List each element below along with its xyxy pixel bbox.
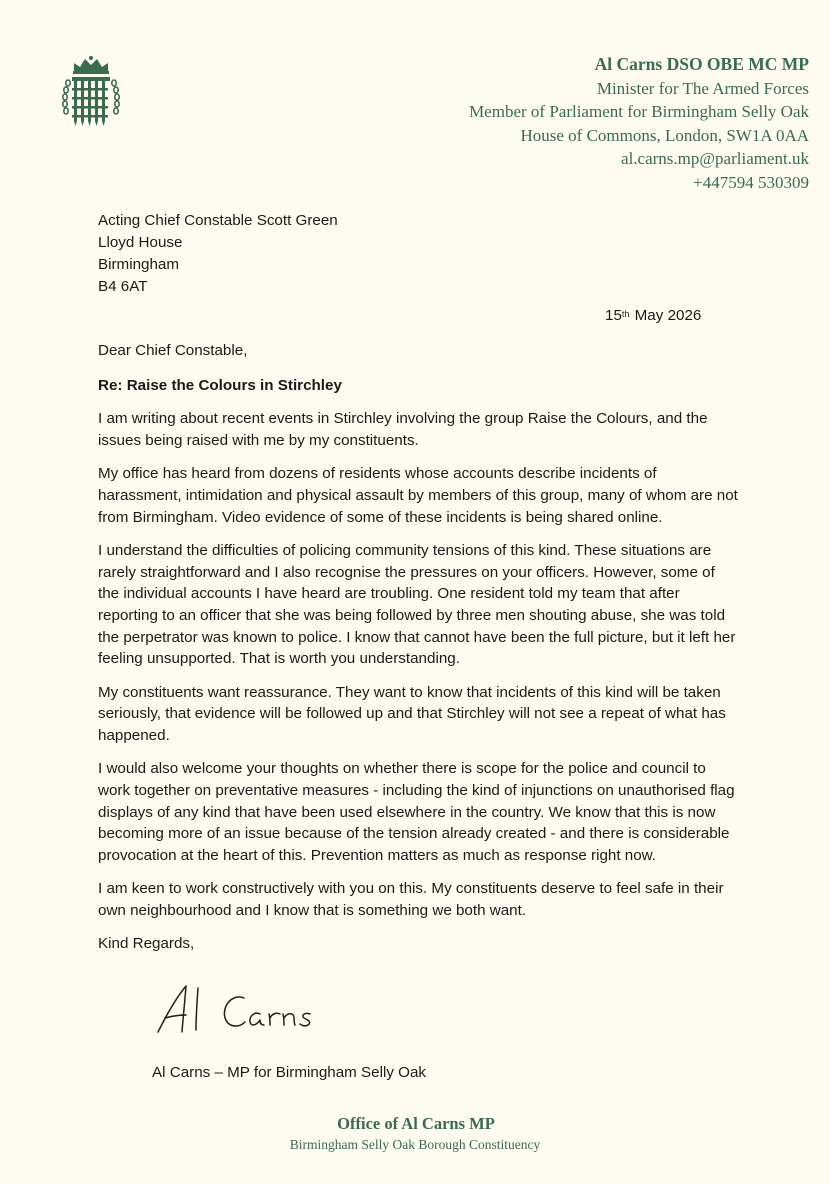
date-rest: May 2026 [634,307,702,324]
body-paragraph: My constituents want reassurance. They want to know that incidents of this kind will be taken seriously, that evidence will be followed up and that Stirchley will not see a repeat of what has happened. [98,683,726,745]
letter-date [605,307,701,324]
recipient-address [98,210,338,298]
body-paragraph: I understand the difficulties of policing community tensions of this kind. These situations are rarely straightforward and I also recognise the pressures on your officers. However, some of the individual accounts I have heard are troubling. One resident told my team that after reporting to an officer that she was being followed by three men shouting abuse, she was told the perpetrator was known to police. I know that cannot have been the full picture, but it left her feeling unsupported. That is worth you understanding. [98,541,736,668]
footer-office: Office of Al Carns MP [337,1114,495,1133]
mp-phone[interactable]: +447594 530309 [693,172,809,192]
recipient-line: B4 6AT [98,278,148,295]
footer-constituency: Birmingham Selly Oak Borough Constituency [289,1137,541,1152]
mp-name: Al Carns DSO OBE MC MP [594,54,809,74]
body-paragraph: I am writing about recent events in Stirchley involving the group Raise the Colours, and the issues being raised with me by my constituents. [98,410,708,450]
portcullis-logo-icon [60,55,122,131]
recipient-line: Lloyd House [98,234,183,251]
mp-letterhead [469,53,809,194]
body-paragraph: I would also welcome your thoughts on whether there is scope for the police and council to work together on preventative measures - including the kind of injunctions on unauthorised flag displays of any kind that have been used elsewhere in the country. We know that this is now becoming more of an issue because of the tension already created - and there is considerable provocation at the heart of this. Prevention matters as much as response right now. [98,760,735,865]
letter-body [98,340,738,966]
handwritten-signature [152,978,327,1040]
date-day: 15 [605,307,622,324]
date-suffix: th [621,309,630,320]
body-paragraph: I am keen to work constructively with you on this. My constituents deserve to feel safe in their own neighbourhood and I know that is something we both want. [98,880,724,919]
mp-constituency: Member of Parliament for Birmingham Selly Oak [469,102,809,121]
signoff-name: Al Carns – MP for Birmingham Selly Oak [152,1064,427,1081]
mp-address: House of Commons, London, SW1A 0AA [520,125,809,145]
mp-role: Minister for The Armed Forces [596,78,809,98]
closing: Kind Regards, [98,935,195,953]
mp-email[interactable]: al.carns.mp@parliament.uk [621,149,809,168]
letter-footer [0,1114,830,1153]
recipient-line: Acting Chief Constable Scott Green [98,212,338,229]
body-paragraph: My office has heard from dozens of residents whose accounts describe incidents of harassment, intimidation and physical assault by members of this group, many of whom are not from Birmingham. Video evidence of some of these incidents is being shared online. [98,465,738,526]
recipient-line: Birmingham [98,256,180,273]
salutation: Dear Chief Constable, [98,342,248,359]
subject-line: Re: Raise the Colours in Stirchley [98,376,342,394]
